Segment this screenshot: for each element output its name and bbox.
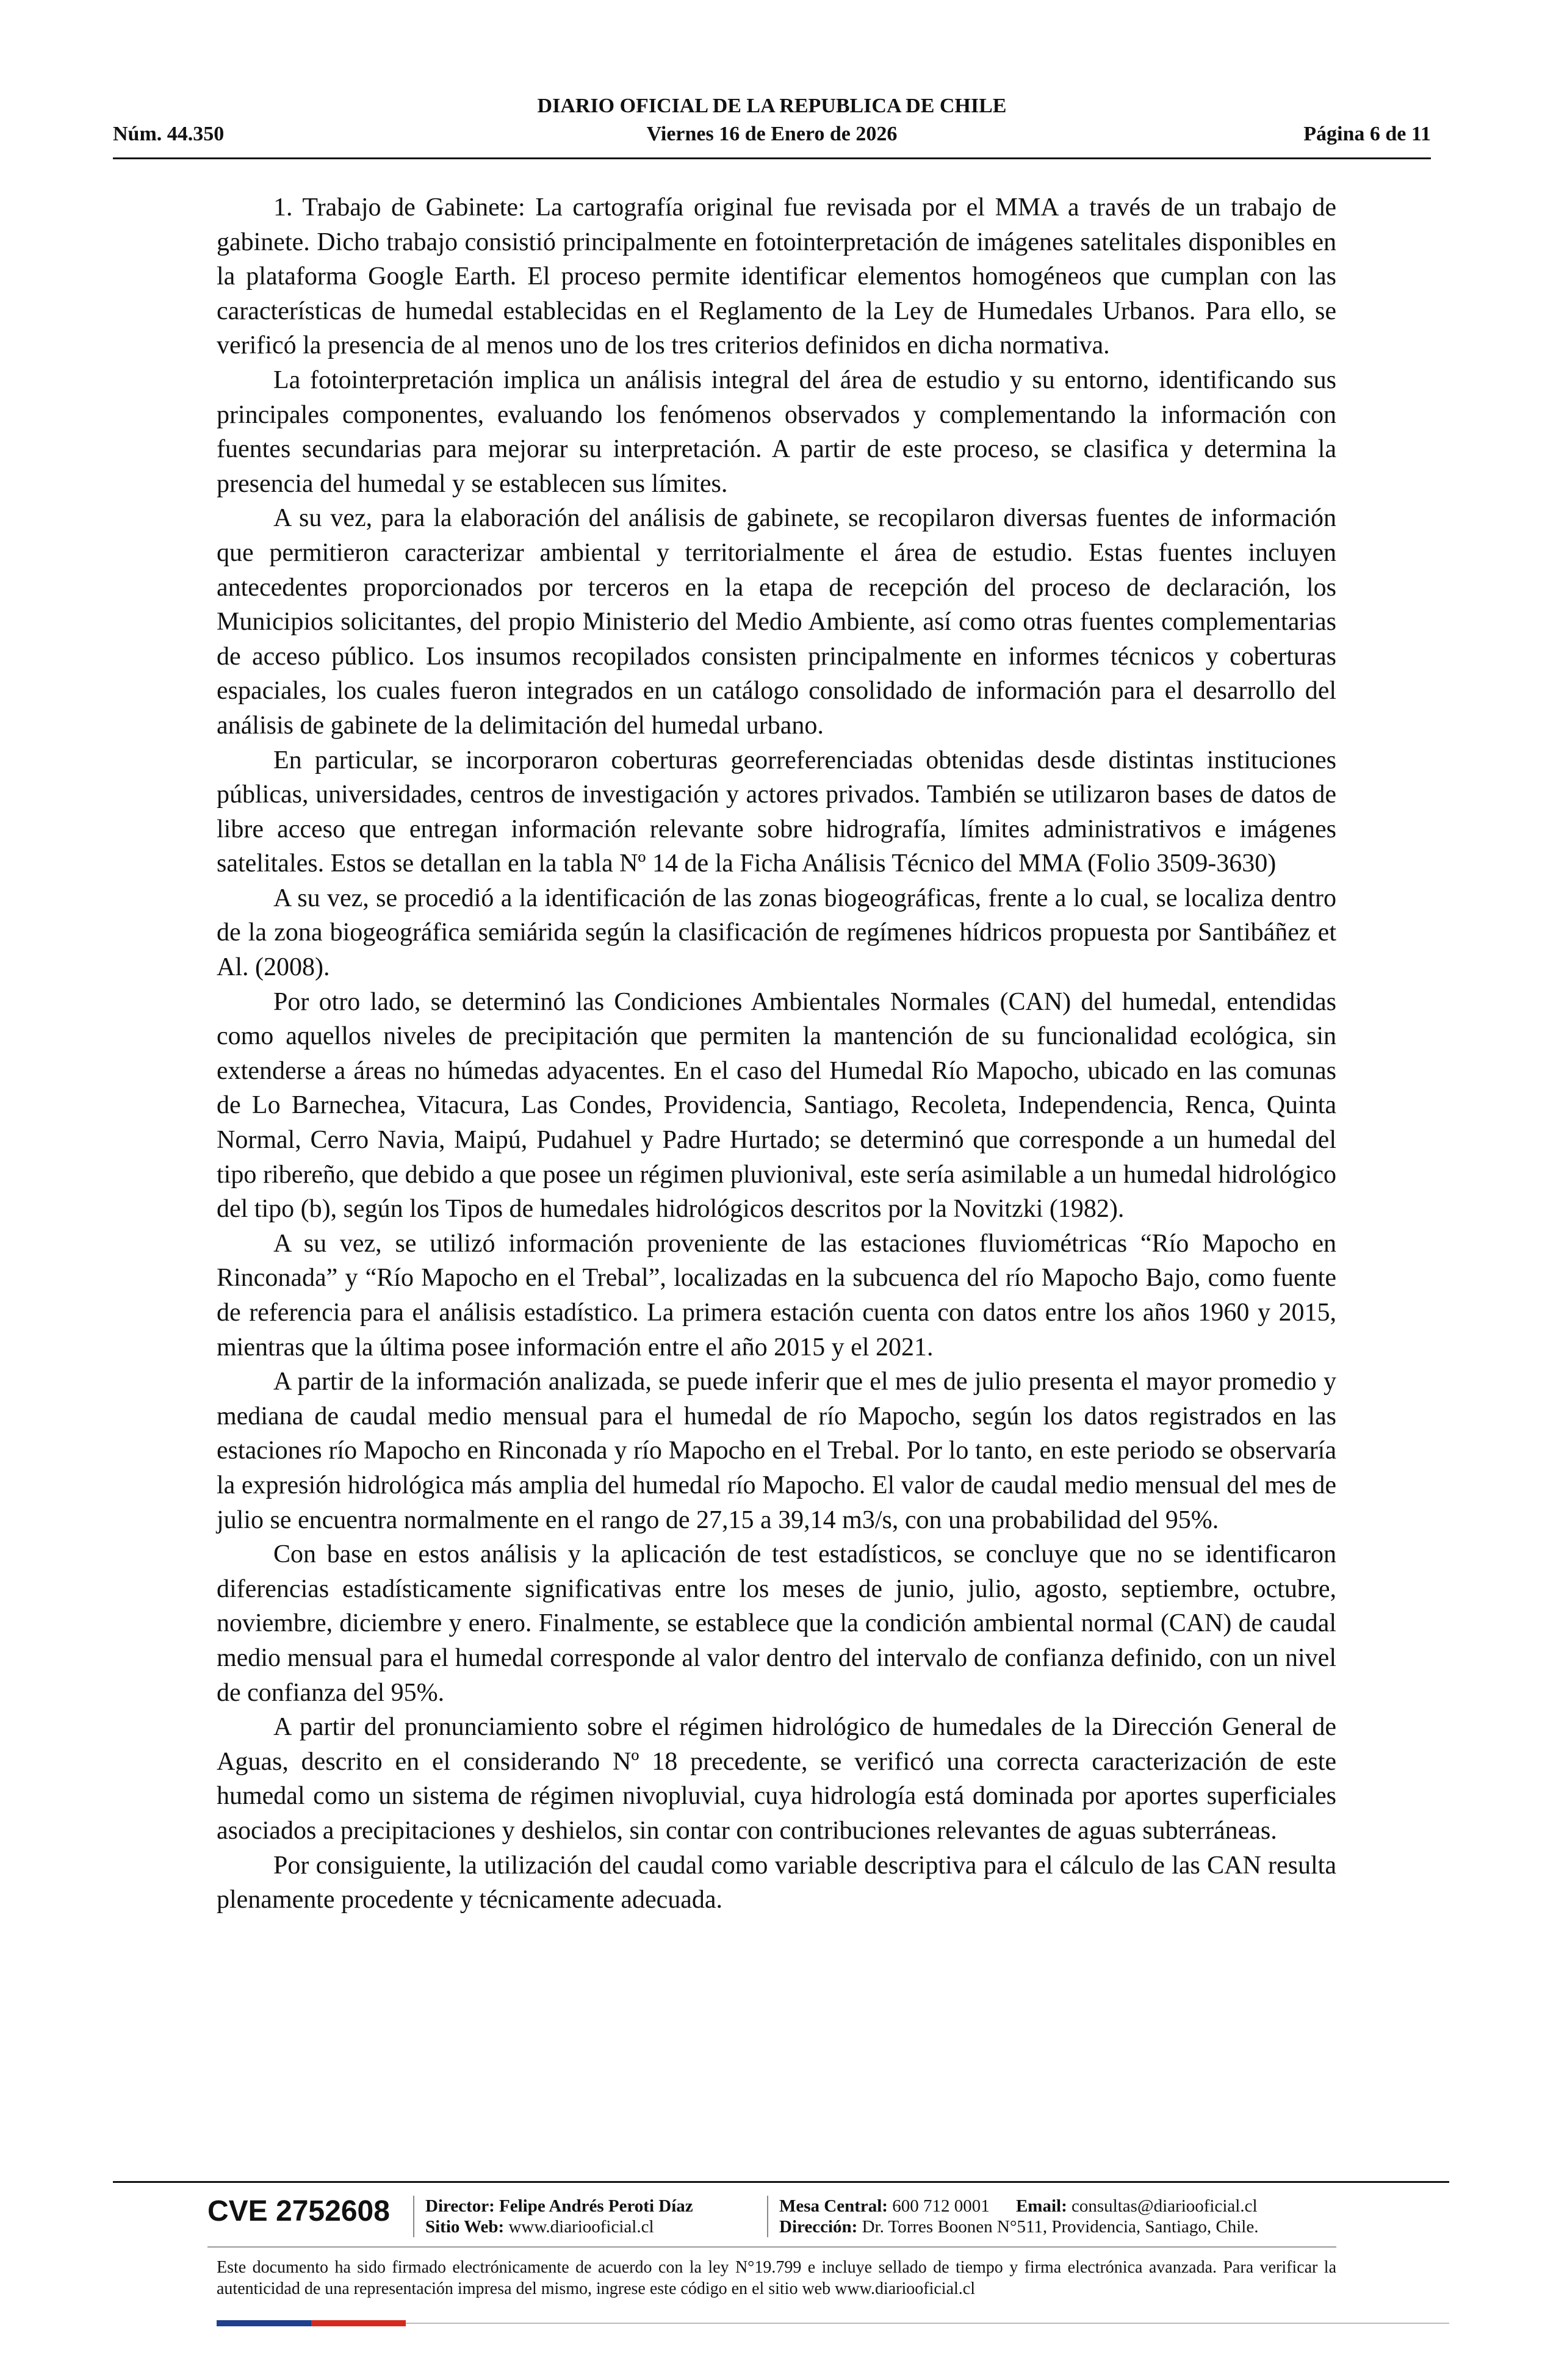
paragraph: A partir del pronunciamiento sobre el régimen hidrológico de humedales de la Dirección General de Aguas, descrito en el considerando Nº 18 precedente, se verificó una correcta caracterización de este humedal como un sistema de régimen nivopluvial, cuya hidrología está dominada por aportes superficiales asociados a precipitaciones y deshielos, sin contar con contribuciones relevantes de aguas subterráneas. (217, 1713, 1336, 1845)
paragraph: La fotointerpretación implica un análisis integral del área de estudio y su entorno, identificando sus principales componentes, evaluando los fenómenos observados y complementando la información con fuentes secundarias para mejorar su interpretación. A partir de este proceso, se clasifica y determina la presencia del humedal y se establecen sus límites. (217, 366, 1336, 498)
paragraph: Por consiguiente, la utilización del caudal como variable descriptiva para el cálculo de las CAN resulta plenamente procedente y técnicamente adecuada. (217, 1851, 1336, 1914)
footer-contact-block (779, 2196, 1258, 2237)
chile-flag-stripe (217, 2320, 406, 2326)
footer-separator (413, 2196, 414, 2237)
address-value: Dr. Torres Boonen N°511, Providencia, Santiago, Chile. (862, 2217, 1259, 2237)
footer-bottom-line (406, 2323, 1449, 2324)
footer-inner-divider (207, 2246, 1336, 2248)
paragraph: A partir de la información analizada, se puede inferir que el mes de julio presenta el mayor promedio y mediana de caudal medio mensual para el humedal de río Mapocho, según los datos registrados en las estaciones río Mapocho en Rinconada y río Mapocho en el Trebal. Por lo tanto, en este periodo se observaría la expresión hidrológica más amplia del humedal río Mapocho. El valor de caudal medio mensual del mes de julio se encuentra normalmente en el rango de 27,15 a 39,14 m3/s, con una probabilidad del 95%. (217, 1368, 1336, 1534)
document-body (217, 190, 1336, 1917)
footer-separator (767, 2196, 768, 2237)
address-label: Dirección: (779, 2217, 858, 2237)
flag-blue-segment (217, 2320, 311, 2326)
paragraph: A su vez, se utilizó información proveniente de las estaciones fluviométricas “Río Mapocho en Rinconada” y “Río Mapocho en el Trebal”, localizadas en la subcuenca del río Mapocho Bajo, como fuente de referencia para el análisis estadístico. La primera estación cuenta con datos entre los años 1960 y 2015, mientras que la última posee información entre el año 2015 y el 2021. (217, 1229, 1336, 1361)
footer-divider (113, 2181, 1449, 2183)
issue-date: Viernes 16 de Enero de 2026 (646, 123, 898, 145)
paragraph: 1. Trabajo de Gabinete: La cartografía original fue revisada por el MMA a través de un trabajo de gabinete. Dicho trabajo consistió principalmente en fotointerpretación de imágenes satelitales disponibles en la plataforma Google Earth. El proceso permite identificar elementos homogéneos que cumplan con las características de humedal establecidas en el Reglamento de la Ley de Humedales Urbanos. Para ello, se verificó la presencia de al menos uno de los tres criterios definidos en dicha normativa. (217, 193, 1336, 360)
flag-red-segment (311, 2320, 406, 2326)
header-divider (113, 157, 1431, 159)
cve-code: CVE 2752608 (207, 2195, 390, 2227)
email-label: Email: (1015, 2196, 1067, 2216)
website-link[interactable]: www.diariooficial.cl (508, 2217, 654, 2237)
signature-notice: Este documento ha sido firmado electrónicamente de acuerdo con la ley N°19.799 e incluye sellado de tiempo y firma electrónica avanzada. Para verificar la autenticidad de una representación impresa del mismo, ingrese este código en el sitio web www.diariooficial.cl (217, 2258, 1336, 2298)
director-name: Felipe Andrés Peroti Díaz (499, 2196, 693, 2216)
central-phone: 600 712 0001 (892, 2196, 990, 2216)
email-link[interactable]: consultas@diariooficial.cl (1072, 2196, 1258, 2216)
gazette-title: DIARIO OFICIAL DE LA REPUBLICA DE CHILE (537, 95, 1007, 117)
footer-director-block (425, 2196, 693, 2237)
website-label: Sitio Web: (425, 2217, 505, 2237)
central-label: Mesa Central: (779, 2196, 888, 2216)
paragraph: Por otro lado, se determinó las Condiciones Ambientales Normales (CAN) del humedal, entendidas como aquellos niveles de precipitación que permiten la mantención de su funcionalidad ecológica, sin extenderse a áreas no húmedas adyacentes. En el caso del Humedal Río Mapocho, ubicado en las comunas de Lo Barnechea, Vitacura, Las Condes, Providencia, Santiago, Recoleta, Independencia, Renca, Quinta Normal, Cerro Navia, Maipú, Pudahuel y Padre Hurtado; se determinó que corresponde a un humedal del tipo ribereño, que debido a que posee un régimen pluvionival, este sería asimilable a un humedal hidrológico del tipo (b), según los Tipos de humedales hidrológicos descritos por la Novitzki (1982). (217, 987, 1336, 1224)
issue-number: Núm. 44.350 (113, 123, 225, 145)
director-label: Director: (425, 2196, 495, 2216)
paragraph: Con base en estos análisis y la aplicación de test estadísticos, se concluye que no se identificaron diferencias estadísticamente significativas entre los meses de junio, julio, agosto, septiembre, octubre, noviembre, diciembre y enero. Finalmente, se establece que la condición ambiental normal (CAN) de caudal medio mensual para el humedal corresponde al valor dentro del intervalo de confianza definido, con un nivel de confianza del 95%. (217, 1540, 1336, 1707)
paragraph: A su vez, se procedió a la identificación de las zonas biogeográficas, frente a lo cual, se localiza dentro de la zona biogeográfica semiárida según la clasificación de regímenes hídricos propuesta por Santibáñez et Al. (2008). (217, 884, 1336, 982)
page-indicator: Página 6 de 11 (1303, 123, 1431, 145)
paragraph: En particular, se incorporaron coberturas georreferenciadas obtenidas desde distintas instituciones públicas, universidades, centros de investigación y actores privados. También se utilizaron bases de datos de libre acceso que entregan información relevante sobre hidrografía, límites administrativos e imágenes satelitales. Estos se detallan en la tabla Nº 14 de la Ficha Análisis Técnico del MMA (Folio 3509-3630) (217, 746, 1336, 878)
paragraph: A su vez, para la elaboración del análisis de gabinete, se recopilaron diversas fuentes de información que permitieron caracterizar ambiental y territorialmente el área de estudio. Estas fuentes incluyen antecedentes proporcionados por terceros en la etapa de recepción del proceso de declaración, los Municipios solicitantes, del propio Ministerio del Medio Ambiente, así como otras fuentes complementarias de acceso público. Los insumos recopilados consisten principalmente en informes técnicos y coberturas espaciales, los cuales fueron integrados en un catálogo consolidado de información para el desarrollo del análisis de gabinete de la delimitación del humedal urbano. (217, 504, 1336, 740)
page-header (113, 95, 1431, 159)
